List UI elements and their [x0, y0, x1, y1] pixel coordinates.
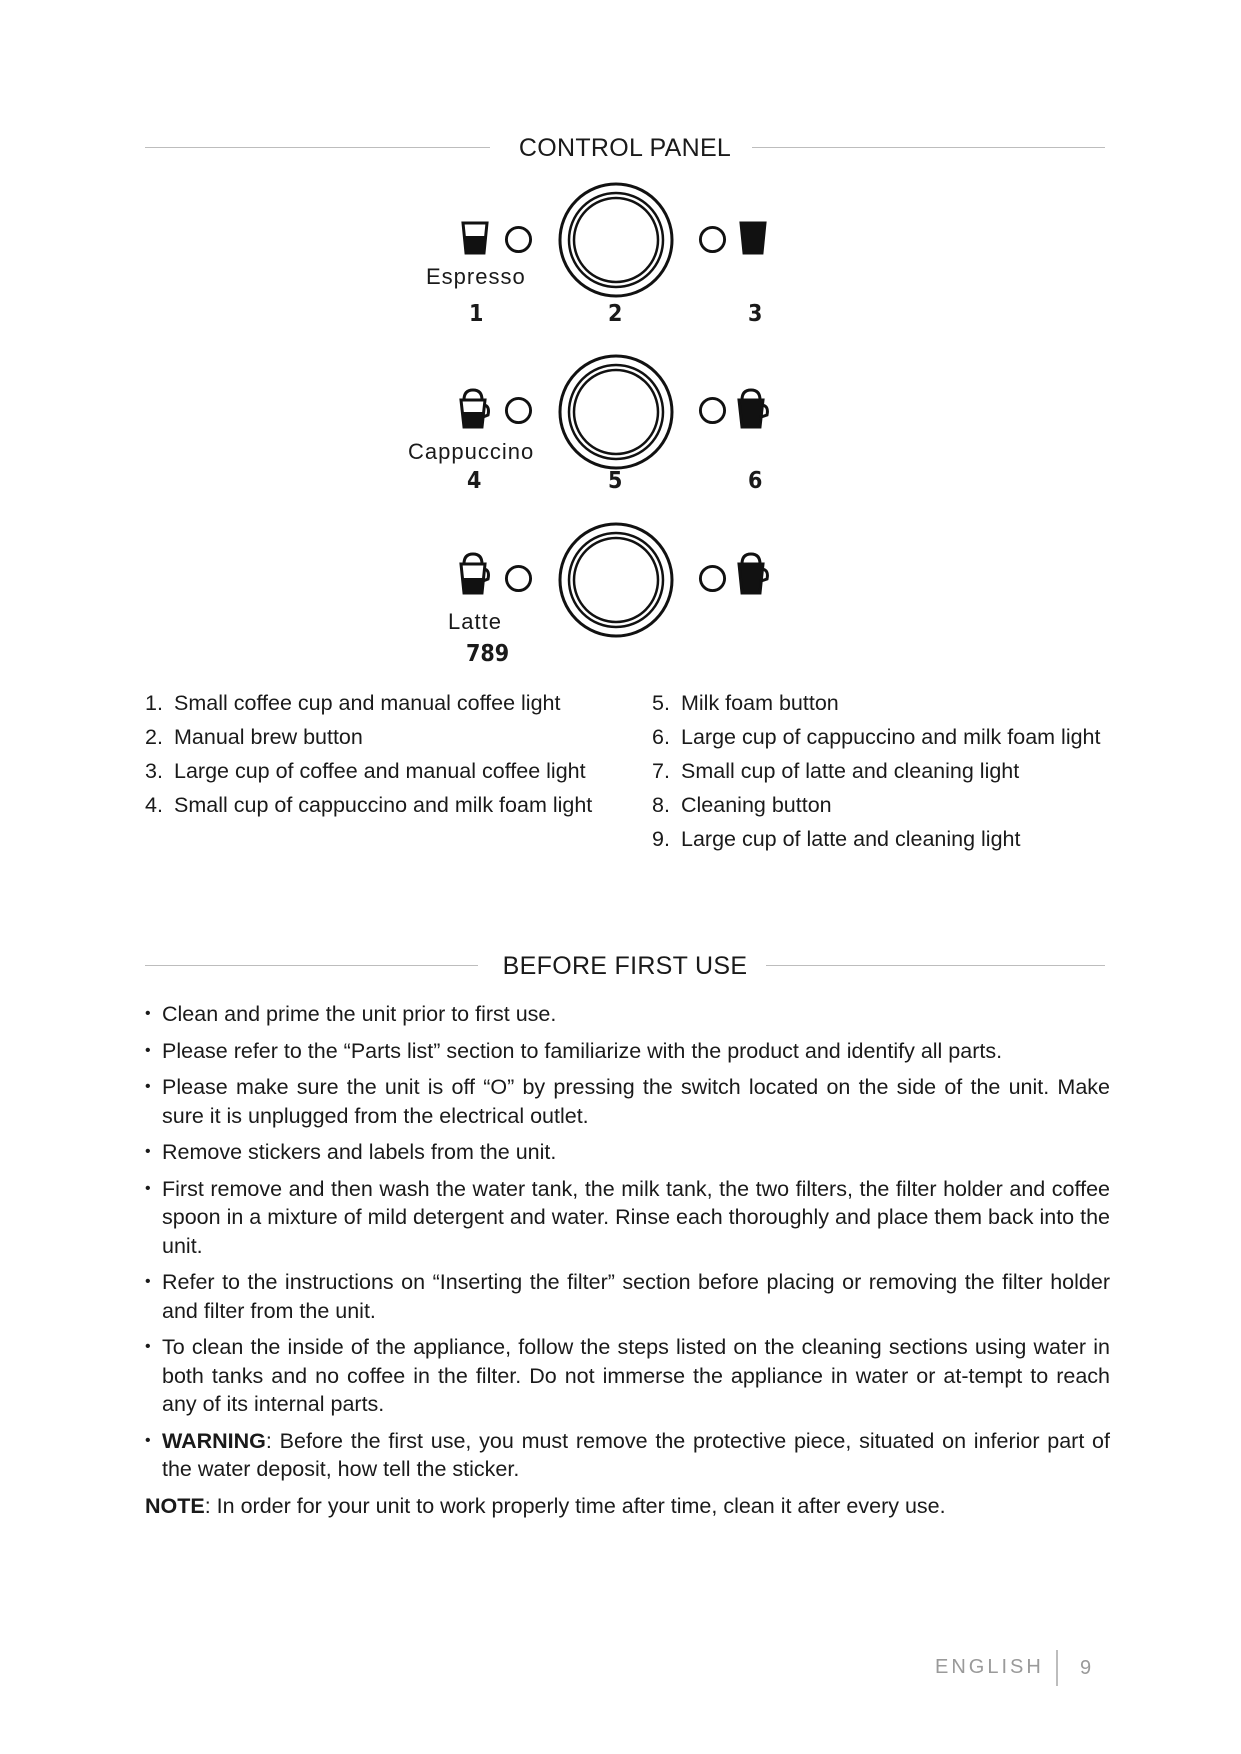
list-item: • Refer to the instructions on “Inserting the filter” section before placing or removing the filter holder and filter from the unit. [145, 1268, 1110, 1325]
list-item: • Clean and prime the unit prior to first use. [145, 1000, 1110, 1029]
number-3: 3 [748, 301, 763, 327]
list-item: • To clean the inside of the appliance, follow the steps listed on the cleaning sections using water in both tanks and no coffee in the filter. Do not immerse the appliance in water or at-tempt to reach any of its internal parts. [145, 1333, 1110, 1419]
warning-text: : Before the first use, you must remove the protective piece, situated on inferior part of the water deposit, how tell the sticker. [162, 1428, 1110, 1481]
legend-number: 8. [652, 793, 670, 817]
latte-label: Latte [448, 609, 502, 634]
note [145, 1492, 1110, 1521]
control-panel-heading [145, 128, 1105, 168]
legend-item [652, 792, 1102, 818]
control-panel-title: CONTROL PANEL [518, 134, 732, 162]
footer-separator [1056, 1650, 1058, 1686]
numbers-7-8-9: 789 [466, 641, 510, 667]
small-latte-cup-icon [458, 552, 492, 596]
large-latte-cup-icon [736, 552, 772, 596]
legend-item [145, 724, 595, 750]
page-number: 9 [1080, 1657, 1092, 1679]
legend-item [652, 690, 1102, 716]
legend-text: Large cup of cappuccino and milk foam light [681, 725, 1101, 749]
latte-large-light [698, 564, 727, 593]
before-first-use-heading [145, 946, 1105, 986]
list-item: • Please refer to the “Parts list” section to familiarize with the product and identify all parts. [145, 1037, 1110, 1066]
legend-right-column [652, 690, 1102, 860]
legend-number: 5. [652, 691, 670, 715]
legend-text: Milk foam button [681, 691, 839, 715]
legend-number: 6. [652, 725, 670, 749]
list-item: • First remove and then wash the water tank, the milk tank, the two filters, the filter holder and coffee spoon in a mixture of mild detergent and water. Rinse each thoroughly and place them back into the unit. [145, 1175, 1110, 1261]
heading-rule-right [766, 965, 1105, 966]
number-2: 2 [608, 301, 623, 327]
legend-item [145, 758, 595, 784]
milk-foam-button[interactable] [557, 353, 675, 471]
latte-row [0, 520, 1241, 667]
legend-left-column [145, 690, 595, 826]
legend-text: Cleaning button [681, 793, 832, 817]
warning-item [145, 1427, 1110, 1484]
small-cappuccino-cup-icon [458, 388, 492, 430]
number-5: 5 [608, 468, 623, 494]
cleaning-button[interactable] [557, 521, 675, 639]
cappuccino-row [0, 350, 1241, 494]
before-first-use-title: BEFORE FIRST USE [502, 952, 748, 980]
legend-text: Large cup of latte and cleaning light [681, 827, 1021, 851]
before-first-use-list [145, 1000, 1110, 1520]
list-item: • Remove stickers and labels from the unit. [145, 1138, 1110, 1167]
legend-number: 9. [652, 827, 670, 851]
list-item: • Please make sure the unit is off “O” by pressing the switch located on the side of the unit. Make sure it is unplugged from the electrical outlet. [145, 1073, 1110, 1130]
espresso-small-light [504, 225, 533, 254]
espresso-row [0, 180, 1241, 327]
legend-text: Manual brew button [174, 725, 363, 749]
large-coffee-cup-icon [738, 220, 768, 256]
legend-item [145, 792, 595, 818]
legend-number: 2. [145, 725, 163, 749]
legend-number: 7. [652, 759, 670, 783]
legend-text: Small cup of cappuccino and milk foam light [174, 793, 593, 817]
warning-label: WARNING [162, 1428, 266, 1453]
espresso-label: Espresso [426, 264, 526, 289]
cappuccino-label: Cappuccino [408, 439, 535, 464]
cappuccino-large-light [698, 396, 727, 425]
legend-text: Small cup of latte and cleaning light [681, 759, 1020, 783]
legend-item [145, 690, 595, 716]
legend-item [652, 826, 1102, 852]
heading-rule-right [752, 147, 1105, 148]
legend-text: Large cup of coffee and manual coffee light [174, 759, 586, 783]
number-4: 4 [467, 468, 482, 494]
small-coffee-cup-icon [460, 220, 490, 256]
large-cappuccino-cup-icon [736, 388, 772, 430]
manual-brew-button[interactable] [557, 181, 675, 299]
latte-small-light [504, 564, 533, 593]
espresso-large-light [698, 225, 727, 254]
legend-number: 4. [145, 793, 163, 817]
legend-number: 1. [145, 691, 163, 715]
cappuccino-small-light [504, 396, 533, 425]
number-1: 1 [469, 301, 484, 327]
note-text: : In order for your unit to work properly time after time, clean it after every use. [204, 1493, 946, 1518]
legend-item [652, 724, 1102, 750]
legend-number: 3. [145, 759, 163, 783]
footer-language: ENGLISH [935, 1656, 1044, 1678]
number-6: 6 [748, 468, 763, 494]
page-footer [900, 1650, 1110, 1690]
legend-text: Small coffee cup and manual coffee light [174, 691, 561, 715]
note-label: NOTE [145, 1493, 205, 1518]
legend-item [652, 758, 1102, 784]
